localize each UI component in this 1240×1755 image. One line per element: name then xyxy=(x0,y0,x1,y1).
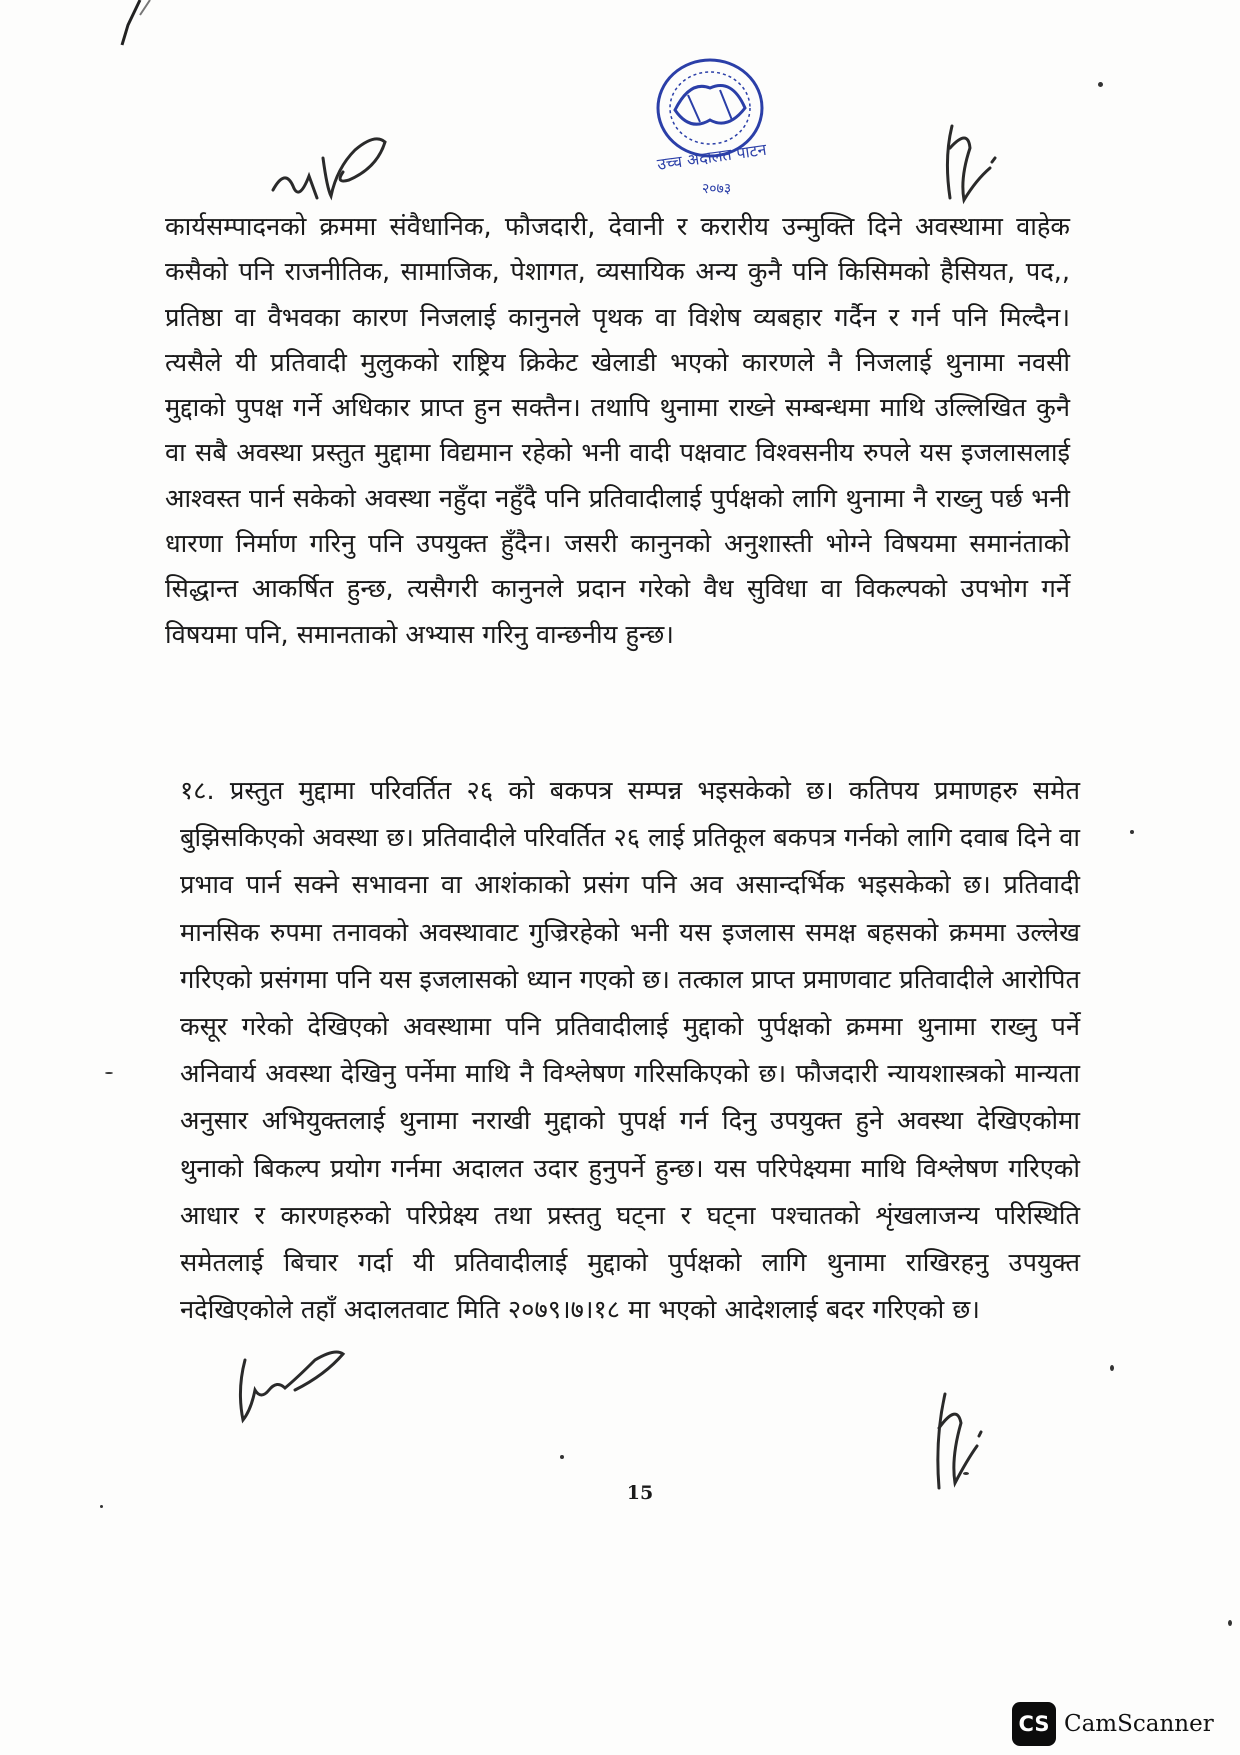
scan-speck xyxy=(560,1455,564,1459)
scan-speck xyxy=(1098,82,1103,87)
camscanner-logo-icon xyxy=(1012,1702,1056,1746)
corner-fold-mark xyxy=(110,0,160,60)
signature-bottom-right xyxy=(915,1388,995,1498)
scan-speck xyxy=(100,1505,103,1508)
scan-speck xyxy=(1228,1620,1232,1626)
camscanner-watermark xyxy=(1012,1700,1214,1748)
scan-speck xyxy=(1130,830,1134,834)
scan-speck xyxy=(1110,1365,1114,1371)
court-seal-stamp xyxy=(640,50,810,200)
camscanner-logo-initials: CS xyxy=(1018,1712,1050,1736)
scan-speck xyxy=(963,1472,969,1475)
svg-text:उच्च अदालत पाटन: उच्च अदालत पाटन xyxy=(655,139,768,174)
scan-speck xyxy=(105,1072,113,1074)
page-number: 15 xyxy=(626,1482,654,1504)
signature-top-right xyxy=(930,118,1010,218)
paragraph-2: १८. प्रस्तुत मुद्दामा परिवर्तित २६ को बकपत्र सम्पन्न भइसकेको छ। कतिपय प्रमाणहरु समेत बुझिसकिएको अवस्था छ। प्रतिवादीले परिवर्तित २६ लाई प्रतिकूल बकपत्र गर्नको लागि दवाब दिने वा प्रभाव पार्न सक्ने सभावना वा आशंकाको प्रसंग पनि अव असान्दर्भिक भइसकेको छ। प्रतिवादी मानसिक रुपमा तनावको अवस्थावाट गुज्रिरहेको भनी यस इजलास समक्ष बहसको क्रममा उल्लेख गरिएको प्रसंगमा पनि यस इजलासको ध्यान गएको छ। तत्काल प्राप्त प्रमाणवाट प्रतिवादीले आरोपित कसूर गरेको देखिएको अवस्थामा पनि प्रतिवादीलाई मुद्दाको पुर्पक्षको क्रममा थुनामा राख्नु पर्ने अनिवार्य अवस्था देखिनु पर्नेमा माथि नै विश्लेषण गरिसकिएको छ। फौजदारी न्यायशास्त्रको मान्यता अनुसार अभियुक्तलाई थुनामा नराखी मुद्दाको पुपर्क्ष गर्न दिनु उपयुक्त हुने अवस्था देखिएकोमा थुनाको बिकल्प प्रयोग गर्नमा अदालत उदार हुनुपर्ने हुन्छ। यस परिपेक्ष्यमा माथि विश्लेषण गरिएको आधार र कारणहरुको परिप्रेक्ष्य तथा प्रस्ततु घट्ना र घट्ना पश्चातको शृंखलाजन्य परिस्थिति समेतलाई बिचार गर्दा यी प्रतिवादीलाई मुद्दाको पुर्पक्षको लागि थुनामा राखिरहनु उपयुक्त नदेखिएकोले तहाँ अदालतवाट मिति २०७९।७।१८ मा भएको आदेशलाई बदर गरिएको छ। xyxy=(180,776,1080,1326)
svg-text:२०७३: २०७३ xyxy=(702,181,732,197)
paragraph-1: कार्यसम्पादनको क्रममा संवैधानिक, फौजदारी, देवानी र करारीय उन्मुक्ति दिने अवस्थामा वाहेक कसैको पनि राजनीतिक, सामाजिक, पेशागत, व्यसायिक अन्य कुनै पनि किसिमको हैसियत, पद,, प्रतिष्ठा वा वैभवका कारण निजलाई कानुनले पृथक वा विशेष व्यबहार गर्दैन र गर्न पनि मिल्दैन। त्यसैले यी प्रतिवादी मुलुकको राष्ट्रिय क्रिकेट खेलाडी भएको कारणले नै निजलाई थुनामा नवसी मुद्दाको पुपक्ष गर्ने अधिकार प्राप्त हुन सक्तैन। तथापि थुनामा राख्ने सम्बन्धमा माथि उल्लिखित कुनै वा सबै अवस्था प्रस्तुत मुद्दामा विद्यमान रहेको भनी वादी पक्षवाट विश्वसनीय रुपले यस इजलासलाई आश्वस्त पार्न सकेको अवस्था नहुँदा नहुँदै पनि प्रतिवादीलाई पुर्पक्षको लागि थुनामा नै राख्नु पर्छ भनी धारणा निर्माण गरिनु पनि उपयुक्त हुँदैन। जसरी कानुनको अनुशास्ती भोग्ने विषयमा समानंताको सिद्धान्त आकर्षित हुन्छ, त्यसैगरी कानुनले प्रदान गरेको वैध सुविधा वा विकल्पको उपभोग गर्ने विषयमा पनि, समानताको अभ्यास गरिनु वान्छनीय हुन्छ। xyxy=(165,212,1070,650)
camscanner-name: CamScanner xyxy=(1064,1711,1214,1737)
signature-bottom-left xyxy=(225,1340,355,1430)
